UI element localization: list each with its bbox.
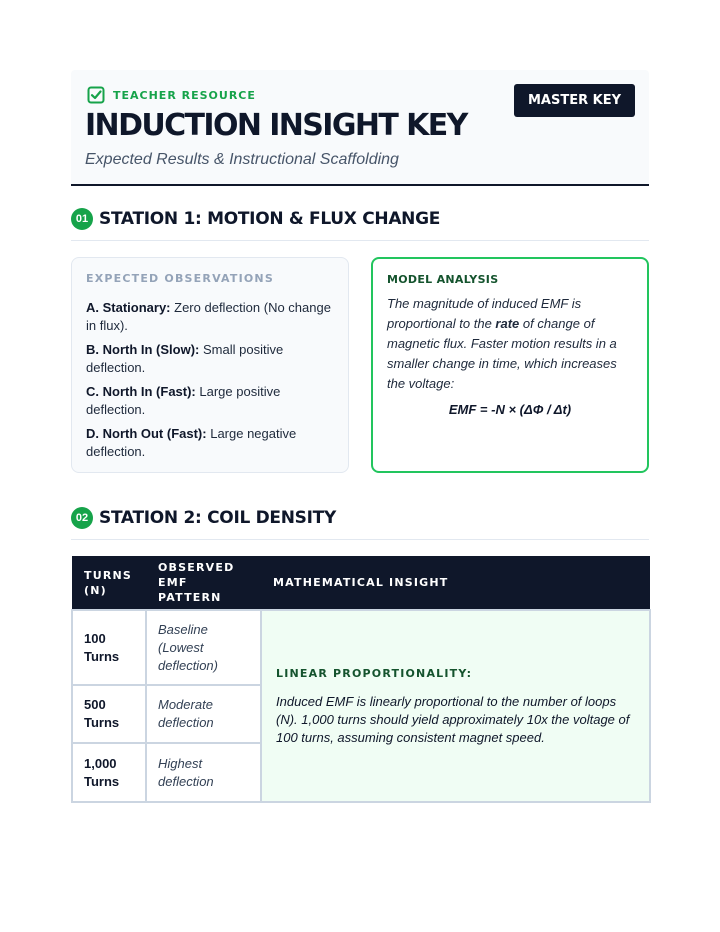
pattern-cell: Highest deflection (146, 743, 261, 802)
station1-heading (71, 206, 649, 241)
page-subtitle: Expected Results & Instructional Scaffolding (85, 151, 399, 168)
observation-text: Zero deflection (No change in flux). (86, 300, 331, 333)
table-header-row (72, 556, 650, 610)
model-text-part: of change of magnetic flux. Faster motion results in a smaller change in time, which increases the voltage: (387, 316, 617, 391)
station2-heading (71, 505, 649, 540)
observation-label: A. Stationary: (86, 300, 171, 315)
station2-title: STATION 2: COIL DENSITY (99, 508, 336, 528)
insight-cell (261, 610, 650, 802)
table-row (72, 610, 650, 685)
observation-item (86, 299, 334, 335)
observation-label: B. North In (Slow): (86, 342, 200, 357)
model-text-part: The magnitude of induced EMF is proportional to the (387, 296, 582, 331)
column-header-turns: TURNS (N) (72, 556, 146, 610)
station1-number-badge: 01 (71, 208, 93, 230)
model-analysis-card (371, 257, 649, 473)
resource-tag (87, 86, 256, 104)
turns-cell: 500 Turns (72, 685, 146, 743)
observation-label: C. North In (Fast): (86, 384, 196, 399)
observation-label: D. North Out (Fast): (86, 426, 207, 441)
expected-observations-card (71, 257, 349, 473)
model-text-emphasis: rate (495, 316, 520, 331)
emf-formula: EMF = -N × (ΔΦ / Δt) (448, 402, 572, 417)
page-title: INDUCTION INSIGHT KEY (85, 108, 467, 143)
pattern-cell: Baseline (Lowest deflection) (146, 610, 261, 685)
document-header (71, 70, 649, 186)
pattern-cell: Moderate deflection (146, 685, 261, 743)
observation-item (86, 425, 334, 461)
station2-number-badge: 02 (71, 507, 93, 529)
observation-text: Small positive deflection. (86, 342, 284, 375)
observation-text: Large negative deflection. (86, 426, 297, 459)
resource-label: TEACHER RESOURCE (113, 88, 256, 102)
observation-item (86, 341, 334, 377)
column-header-insight: MATHEMATICAL INSIGHT (261, 556, 650, 610)
observation-item (86, 383, 334, 419)
observations-label: EXPECTED OBSERVATIONS (86, 272, 274, 285)
coil-density-table (71, 556, 651, 803)
insight-label: LINEAR PROPORTIONALITY: (276, 667, 473, 680)
turns-cell: 100 Turns (72, 610, 146, 685)
insight-text: Induced EMF is linearly proportional to the number of loops (N). 1,000 turns should yield approximately 10x the voltage of 100 turns, assuming consistent magnet speed. (276, 694, 630, 745)
column-header-pattern: OBSERVED EMF PATTERN (146, 556, 261, 610)
station1-title: STATION 1: MOTION & FLUX CHANGE (99, 209, 441, 229)
model-analysis-text (387, 294, 633, 394)
master-key-badge: MASTER KEY (514, 84, 635, 117)
checkbox-check-icon (87, 86, 105, 104)
model-analysis-label: MODEL ANALYSIS (387, 273, 499, 286)
observation-text: Large positive deflection. (86, 384, 281, 417)
turns-cell: 1,000 Turns (72, 743, 146, 802)
